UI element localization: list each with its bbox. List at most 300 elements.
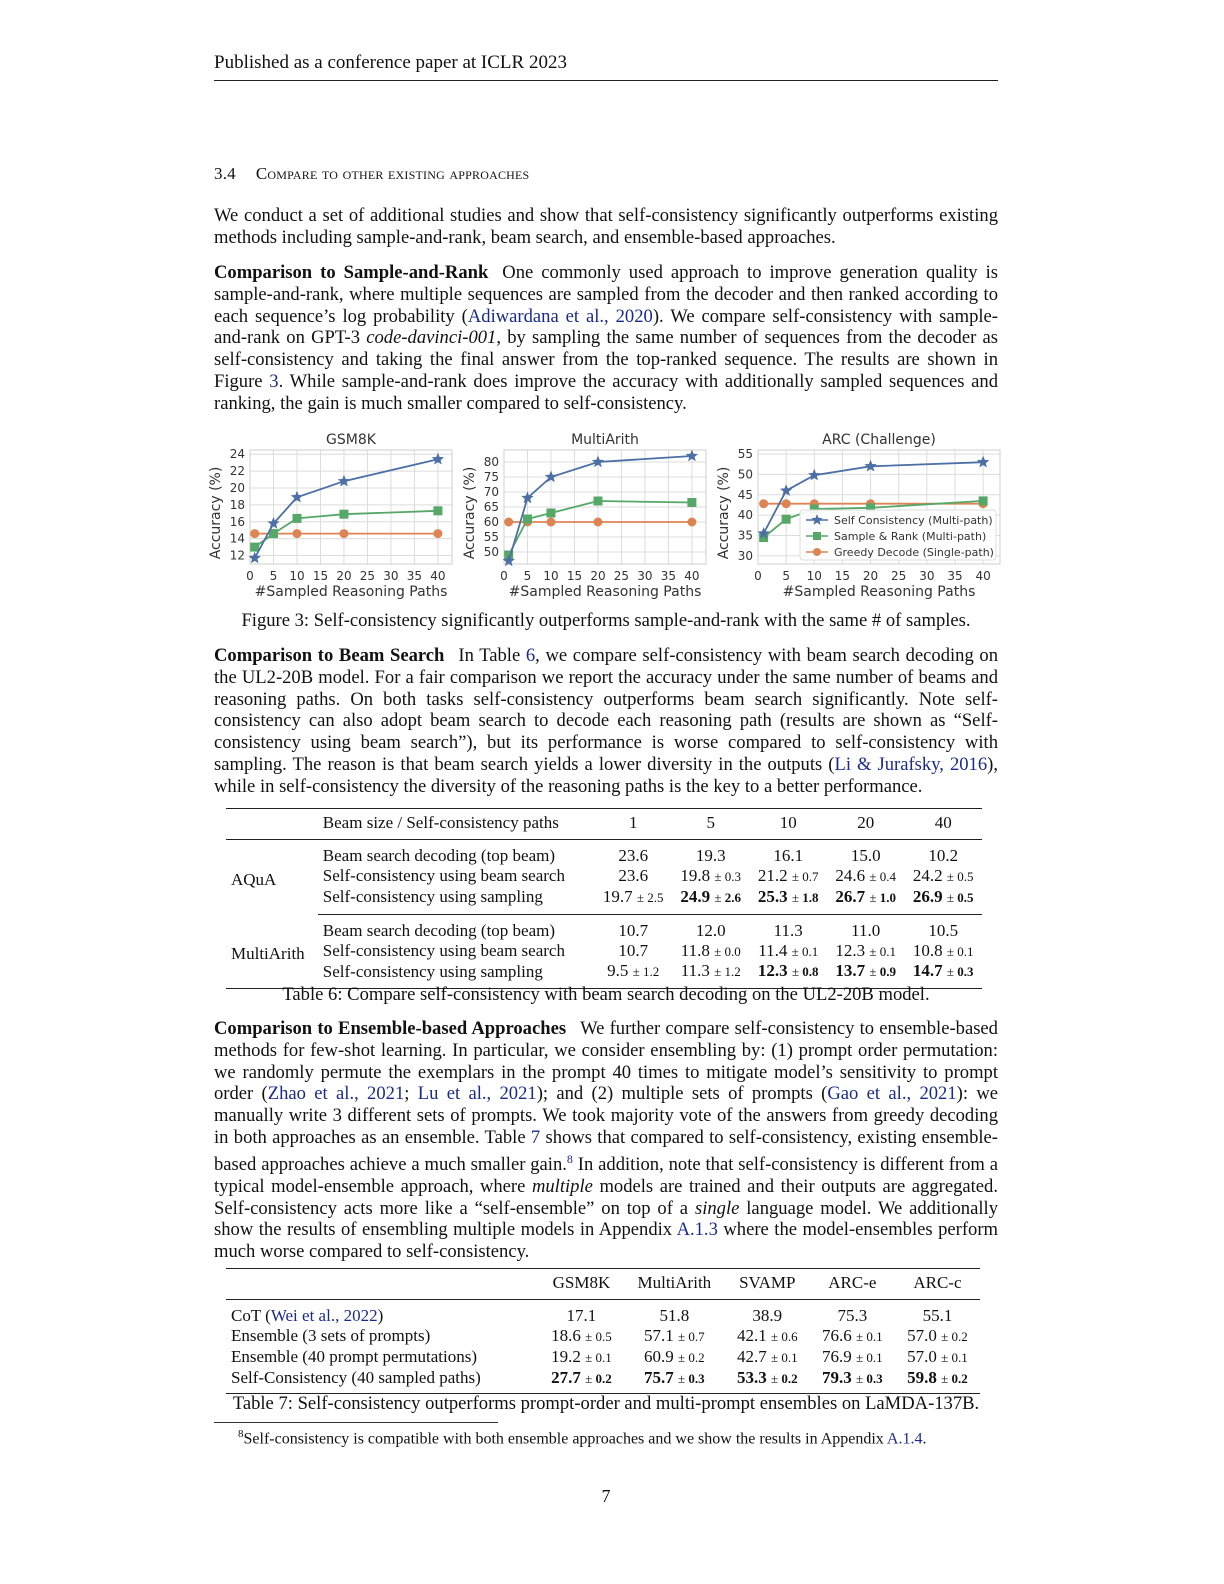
y-tick-label: 70 — [483, 485, 499, 499]
table-row — [226, 1326, 980, 1347]
x-tick-label: 10 — [806, 569, 822, 583]
x-tick-label: 25 — [891, 569, 907, 583]
intro-paragraph — [214, 205, 998, 249]
table-cell — [749, 839, 827, 865]
cell-stddev: ± 0.3 — [714, 868, 742, 884]
footnote — [238, 1428, 998, 1448]
chart-gsm8k — [206, 428, 458, 611]
paragraph-text: We further compare self-consistency to ensemble-based methods for few-shot learning. In particular, we consider ensembling by: (1) prompt order permutation: we randomly permute the exemplars in the prompt 40 times to mitigate model’s sensitivity to prompt order ( — [214, 1018, 998, 1105]
cell-value: 24.6 — [835, 865, 866, 885]
table-cell — [672, 887, 750, 914]
cell-value: 25.3 — [757, 886, 788, 906]
cell-value: 16.1 — [773, 845, 804, 865]
cell-stddev: ± 0.9 — [869, 964, 897, 980]
row-label: Self-consistency using beam search — [322, 866, 565, 886]
cell-stddev: ± 0.3 — [946, 964, 974, 980]
x-tick-label: 5 — [269, 569, 278, 583]
x-tick-label: 40 — [975, 569, 991, 583]
x-tick-label: 5 — [523, 569, 532, 583]
table-cell — [810, 1326, 895, 1347]
data-point — [687, 518, 696, 527]
x-tick-label: 20 — [590, 569, 606, 583]
column-header: 5 — [672, 809, 750, 840]
sample-rank-paragraph — [214, 262, 998, 415]
cell-stddev: ± 0.1 — [946, 943, 974, 959]
y-tick-label: 60 — [483, 515, 499, 529]
chart-title: GSM8K — [326, 432, 376, 448]
x-tick-label: 0 — [754, 569, 762, 583]
y-tick-label: 50 — [483, 545, 499, 559]
paragraph-text: where the model-ensembles perform much worse compared to self-consistency. — [214, 1219, 998, 1263]
x-tick-label: 10 — [543, 569, 559, 583]
cell-value: 75.3 — [837, 1305, 868, 1325]
data-point — [593, 518, 602, 527]
cell-value: 57.1 — [644, 1325, 674, 1345]
cell-value: 53.3 — [736, 1367, 767, 1387]
table-cell — [725, 1347, 810, 1368]
table-ref-link[interactable]: 7 — [530, 1126, 541, 1148]
ensemble-paragraph — [214, 1018, 998, 1263]
table-cell — [672, 866, 750, 887]
paragraph-text: . While sample-and-rank does improve the accuracy with additionally sampled sequences and ranking, the gain is much smaller compared to self-consistency. — [214, 370, 998, 414]
y-tick-label: 55 — [737, 447, 753, 462]
x-tick-label: 25 — [359, 569, 376, 583]
table-cell — [827, 866, 905, 887]
section-heading — [214, 164, 529, 184]
row-label: Self-consistency using beam search — [322, 941, 565, 961]
table-cell — [749, 887, 827, 914]
cell-value: 13.7 — [835, 961, 866, 981]
data-point — [593, 497, 602, 506]
series-line — [255, 459, 438, 558]
table-6-grid — [226, 808, 982, 989]
table-header-row — [226, 809, 982, 840]
y-tick-label: 16 — [229, 514, 245, 529]
cell-value: 18.6 — [551, 1325, 581, 1345]
table-cell — [672, 941, 750, 962]
table-cell — [904, 839, 982, 865]
cell-stddev: ± 0.2 — [941, 1328, 968, 1344]
footnote-rule — [214, 1422, 498, 1423]
table-cell — [594, 941, 672, 962]
cell-stddev: ± 0.1 — [941, 1349, 968, 1365]
column-header: 10 — [749, 809, 827, 840]
cell-stddev: ± 1.0 — [869, 889, 897, 905]
paragraph-text: One commonly used approach to improve generation quality is sample-and-rank, where multiple sequences are sampled from the decoder and then ranked according to each sequence’s log probability ( — [214, 262, 998, 327]
table-row — [226, 1299, 980, 1325]
table-cell — [895, 1299, 980, 1325]
cell-value: 57.0 — [907, 1325, 937, 1345]
cell-stddev: ± 0.1 — [856, 1328, 883, 1344]
y-tick-label: 18 — [229, 497, 245, 512]
row-label: Self-consistency using sampling — [318, 887, 595, 914]
x-tick-label: 15 — [312, 569, 329, 583]
table-cell — [725, 1299, 810, 1325]
paragraph-text: shows that compared to self-consistency, existing ensemble-based approaches achieve a much smaller gain. — [214, 1126, 998, 1175]
cell-value: 26.9 — [912, 886, 943, 906]
cell-stddev: ± 0.1 — [770, 1349, 798, 1365]
column-header: ARC-e — [810, 1269, 895, 1300]
cell-value: 26.7 — [835, 886, 866, 906]
paragraph-lead: Comparison to Beam Search — [214, 645, 445, 666]
y-axis-label: Accuracy (%) — [462, 466, 478, 560]
y-tick-label: 50 — [737, 467, 753, 482]
cell-value: 11.4 — [758, 940, 788, 960]
cell-stddev: ± 2.5 — [636, 889, 664, 905]
table-cell — [594, 887, 672, 914]
table-cell — [895, 1326, 980, 1347]
y-tick-label: 65 — [483, 500, 499, 514]
y-tick-label: 45 — [737, 487, 753, 502]
column-header: 40 — [904, 809, 982, 840]
x-tick-label: 35 — [947, 569, 963, 583]
legend-marker — [813, 532, 821, 540]
cell-stddev: ± 0.1 — [585, 1349, 612, 1365]
table-cell — [624, 1368, 725, 1393]
chart-multiarith — [460, 428, 712, 611]
row-label: Beam search decoding (top beam) — [322, 845, 556, 865]
y-tick-label: 75 — [483, 470, 499, 484]
citation-link[interactable]: Gao et al., 2021 — [827, 1083, 957, 1105]
footnote-number: 8 — [238, 1428, 244, 1440]
legend-label: Greedy Decode (Single-path) — [834, 546, 994, 559]
group-label: AQuA — [231, 870, 277, 890]
legend-marker — [813, 548, 821, 556]
page-number: 7 — [601, 1486, 611, 1506]
citation-link[interactable]: Adiwardana et al., 2020 — [467, 305, 653, 327]
paragraph-text: , by sampling the same number of sequences from the decoder as self-consistency and taking the final answer from the top-ranked sequence. The results are shown in Figure — [214, 327, 998, 392]
column-header: Beam size / Self-consistency paths — [318, 809, 595, 840]
cell-stddev: ± 0.2 — [941, 1370, 968, 1386]
x-tick-label: 0 — [500, 569, 508, 583]
citation-link[interactable]: Lu et al., 2021 — [417, 1083, 537, 1105]
cell-value: 57.0 — [907, 1346, 937, 1366]
cell-value: 10.7 — [618, 920, 649, 940]
table-row — [226, 1368, 980, 1393]
group-label: MultiArith — [226, 914, 318, 989]
cell-value: 14.7 — [912, 961, 943, 981]
emphasis: single — [694, 1197, 740, 1219]
column-header: 1 — [594, 809, 672, 840]
cell-value: 60.9 — [644, 1346, 674, 1366]
table-cell — [624, 1326, 725, 1347]
table-cell — [539, 1368, 624, 1393]
cell-value: 19.2 — [551, 1346, 581, 1366]
cell-stddev: ± 0.1 — [856, 1349, 883, 1365]
table-cell — [904, 887, 982, 914]
cell-value: 11.0 — [851, 920, 881, 940]
x-tick-label: 40 — [684, 569, 700, 583]
table-row — [226, 941, 982, 962]
figure-3 — [206, 428, 1006, 606]
table-cell — [539, 1326, 624, 1347]
table-row — [226, 887, 982, 914]
y-tick-label: 12 — [229, 548, 245, 563]
cell-stddev: ± 0.1 — [791, 943, 819, 959]
cell-stddev: ± 0.2 — [678, 1349, 705, 1365]
cell-stddev: ± 0.7 — [678, 1328, 705, 1344]
cell-value: 51.8 — [659, 1305, 690, 1325]
table-cell — [827, 914, 905, 940]
table-cell — [749, 866, 827, 887]
table-cell — [810, 1368, 895, 1393]
table-cell — [539, 1299, 624, 1325]
data-point — [759, 499, 768, 508]
chart-title: ARC (Challenge) — [822, 432, 936, 448]
column-header — [226, 809, 318, 840]
table-cell — [594, 914, 672, 940]
data-point — [782, 515, 791, 524]
column-header: 20 — [827, 809, 905, 840]
table-cell — [810, 1299, 895, 1325]
table-cell — [904, 866, 982, 887]
data-point — [339, 510, 348, 519]
cell-stddev: ± 0.5 — [946, 868, 974, 884]
paragraph-text: ), while in self-consistency the diversity of the reasoning paths is the key to a better performance. — [214, 753, 998, 797]
cell-value: 15.0 — [850, 845, 881, 865]
table-cell — [827, 887, 905, 914]
table-cell — [904, 941, 982, 962]
section-number: 3.4 — [214, 164, 236, 183]
cell-value: 27.7 — [551, 1367, 581, 1387]
cell-value: 42.1 — [736, 1325, 767, 1345]
table-header-row — [226, 1269, 980, 1300]
cell-stddev: ± 0.0 — [714, 943, 741, 959]
y-tick-label: 80 — [483, 455, 499, 469]
table-cell — [539, 1347, 624, 1368]
table-cell — [725, 1326, 810, 1347]
y-tick-label: 22 — [229, 464, 245, 479]
table-cell — [672, 914, 750, 940]
cell-stddev: ± 0.2 — [585, 1370, 612, 1386]
legend-label: Self Consistency (Multi-path) — [834, 514, 993, 527]
beam-search-paragraph — [214, 645, 998, 798]
y-tick-label: 14 — [229, 531, 245, 546]
cell-value: 55.1 — [922, 1305, 953, 1325]
section-title: Compare to other existing approaches — [255, 164, 530, 183]
cell-value: 17.1 — [566, 1305, 597, 1325]
x-tick-label: 20 — [336, 569, 352, 583]
data-point — [546, 518, 555, 527]
table-cell — [624, 1347, 725, 1368]
paragraph-text: , we compare self-consistency with beam search decoding on the UL2-20B model. For a fair comparison we report the accuracy under the same number of beams and reasoning paths. On both tasks self-consistency outperforms beam search significantly. Note self-consistency can also adopt beam search to decode each reasoning path (results are shown as “Self-consistency using beam search”), but its performance is worse compared to self-consistency with sampling. The reason is that beam search yields a lower diversity in the outputs ( — [214, 645, 998, 775]
cell-value: 19.8 — [680, 865, 711, 885]
cell-value: 12.3 — [757, 961, 788, 981]
table-cell — [594, 839, 672, 865]
x-tick-label: 40 — [430, 569, 446, 583]
cell-value: 59.8 — [907, 1367, 937, 1387]
cell-stddev: ± 0.3 — [856, 1370, 883, 1386]
cell-value: 9.5 — [607, 961, 629, 981]
cell-stddev: ± 0.7 — [791, 868, 819, 884]
x-axis-label: #Sampled Reasoning Paths — [508, 584, 702, 600]
cell-stddev: ± 0.2 — [770, 1370, 798, 1386]
data-point — [292, 529, 301, 538]
cell-value: 10.7 — [618, 941, 649, 961]
model-name: code-davinci-001 — [366, 327, 497, 349]
table-cell — [895, 1368, 980, 1393]
paragraph-text: ): we manually write 3 different sets of prompts. We took majority vote of the answers from greedy decoding in both approaches as an ensemble. Table — [214, 1083, 999, 1148]
x-tick-label: 30 — [383, 569, 399, 583]
paragraph-text: ). We compare self-consistency with sample-and-rank on GPT-3 — [214, 305, 998, 349]
appendix-ref-link[interactable]: A.1.3 — [676, 1219, 718, 1241]
x-tick-label: 35 — [406, 569, 423, 583]
figure-caption: Figure 3: Self-consistency significantly outperforms sample-and-rank with the same # of samples. — [241, 610, 971, 631]
data-point — [546, 509, 555, 518]
table-7-grid — [226, 1268, 980, 1394]
table-ref-link[interactable]: 6 — [525, 645, 536, 666]
cell-value: 24.2 — [912, 865, 943, 885]
cell-value: 79.3 — [822, 1367, 852, 1387]
data-point — [687, 498, 696, 507]
column-header: ARC-c — [895, 1269, 980, 1300]
cell-value: 76.9 — [822, 1346, 852, 1366]
cell-value: 11.8 — [680, 940, 710, 960]
paragraph-text: In addition, note that self-consistency is different from a typical model-ensemble approach, where — [214, 1153, 998, 1197]
emphasis: multiple — [531, 1175, 593, 1197]
footnote-mark[interactable]: 8 — [566, 1151, 573, 1166]
x-tick-label: 35 — [660, 569, 677, 583]
table-row — [226, 866, 982, 887]
data-point — [979, 496, 988, 505]
cell-stddev: ± 0.3 — [678, 1370, 705, 1386]
appendix-ref-link[interactable]: A.1.4 — [886, 1430, 923, 1448]
x-tick-label: 15 — [566, 569, 583, 583]
cell-value: 23.6 — [618, 845, 649, 865]
table-cell — [749, 941, 827, 962]
cell-value: 11.3 — [773, 920, 803, 940]
chart-svg-gsm8k — [206, 428, 458, 606]
cell-value: 76.6 — [822, 1325, 852, 1345]
x-tick-label: 10 — [289, 569, 305, 583]
x-tick-label: 30 — [637, 569, 653, 583]
cell-value: 10.8 — [912, 940, 943, 960]
table-row — [226, 1347, 980, 1368]
cell-value: 19.7 — [602, 886, 633, 906]
table-cell — [827, 839, 905, 865]
x-tick-label: 20 — [862, 569, 879, 583]
table-cell — [749, 914, 827, 940]
table-cell — [594, 866, 672, 887]
chart-svg-arc — [714, 428, 1006, 606]
x-tick-label: 30 — [919, 569, 935, 583]
x-axis-label: #Sampled Reasoning Paths — [782, 584, 976, 600]
citation-link[interactable]: Zhao et al., 2021 — [267, 1083, 405, 1105]
y-tick-label: 20 — [229, 481, 245, 495]
data-point — [250, 529, 259, 538]
cell-stddev: ± 2.6 — [714, 889, 742, 905]
cell-stddev: ± 0.6 — [770, 1328, 798, 1344]
table-row — [226, 839, 982, 865]
cell-value: 75.7 — [644, 1367, 674, 1387]
plot-frame — [250, 450, 452, 564]
row-label: Ensemble (40 prompt permutations) — [231, 1347, 477, 1367]
data-point — [523, 515, 532, 524]
cell-stddev: ± 0.5 — [946, 889, 974, 905]
footnote-text: . — [922, 1430, 927, 1448]
x-axis-label: #Sampled Reasoning Paths — [254, 584, 448, 600]
cell-value: 11.3 — [680, 961, 710, 981]
x-tick-label: 5 — [782, 569, 790, 583]
chart-title: MultiArith — [571, 432, 639, 448]
x-tick-label: 15 — [834, 569, 851, 583]
paragraph-lead: Comparison to Sample-and-Rank — [214, 262, 489, 283]
paragraph-text: models are trained and their outputs are aggregated. Self-consistency acts more like a “self-ensemble” on top of a — [214, 1175, 998, 1219]
cell-value: 10.2 — [928, 845, 959, 865]
citation-link[interactable]: Wei et al., 2022 — [270, 1305, 378, 1325]
y-axis-label: Accuracy (%) — [208, 466, 224, 560]
x-tick-label: 0 — [246, 569, 254, 583]
paragraph-text: ); and (2) multiple sets of prompts ( — [536, 1083, 828, 1105]
cell-stddev: ± 0.5 — [585, 1328, 612, 1344]
column-header: GSM8K — [539, 1269, 624, 1300]
data-point — [782, 499, 791, 508]
cell-value: 42.7 — [736, 1346, 767, 1366]
x-tick-label: 25 — [613, 569, 630, 583]
table-cell — [895, 1347, 980, 1368]
table-cell — [810, 1347, 895, 1368]
column-header — [226, 1269, 539, 1300]
y-tick-label: 35 — [737, 528, 753, 543]
series-line — [509, 456, 692, 561]
column-header: MultiArith — [624, 1269, 725, 1300]
row-label: Self-consistency using sampling — [318, 961, 595, 988]
cell-value: 12.3 — [835, 940, 866, 960]
table-7-caption: Table 7: Self-consistency outperforms prompt-order and multi-prompt ensembles on LaMDA-137B. — [232, 1393, 980, 1414]
table-cell — [672, 839, 750, 865]
row-label: Self-Consistency (40 sampled paths) — [226, 1368, 539, 1393]
figure-ref-link[interactable]: 3 — [269, 370, 279, 392]
cell-value: 19.3 — [695, 845, 726, 865]
row-label: Ensemble (3 sets of prompts) — [231, 1326, 431, 1346]
cell-stddev: ± 0.1 — [869, 943, 897, 959]
y-tick-label: 55 — [483, 530, 499, 544]
column-header: SVAMP — [725, 1269, 810, 1300]
cell-stddev: ± 1.2 — [632, 964, 660, 980]
cell-value: 38.9 — [752, 1305, 783, 1325]
citation-link[interactable]: Li & Jurafsky, 2016 — [834, 753, 988, 775]
paragraph-text: language model. We additionally show the results of ensembling multiple models in Appendix — [214, 1197, 998, 1241]
table-7 — [226, 1268, 994, 1394]
table-cell — [904, 914, 982, 940]
y-tick-label: 40 — [737, 508, 753, 523]
legend-label: Sample & Rank (Multi-path) — [834, 530, 987, 543]
cell-stddev: ± 0.4 — [869, 868, 897, 884]
row-label: Beam search decoding (top beam) — [322, 920, 556, 940]
footnote-text: Self-consistency is compatible with both ensemble approaches and we show the results in Appendix — [243, 1430, 887, 1448]
cell-stddev: ± 0.8 — [791, 964, 819, 980]
chart-arc-challenge — [714, 428, 1006, 611]
cell-stddev: ± 1.8 — [791, 889, 819, 905]
cell-stddev: ± 1.2 — [714, 964, 741, 980]
data-point — [433, 506, 442, 515]
cell-value: 21.2 — [757, 865, 788, 885]
data-point — [433, 529, 442, 538]
table-cell — [827, 941, 905, 962]
paragraph-lead: Comparison to Ensemble-based Approaches — [214, 1018, 567, 1039]
intro-text: We conduct a set of additional studies and show that self-consistency significantly outperforms existing methods including sample-and-rank, beam search, and ensemble-based approaches. — [214, 205, 998, 248]
table-cell — [725, 1368, 810, 1393]
paragraph-text: In Table — [458, 645, 526, 666]
chart-svg-multiarith — [460, 428, 712, 606]
cell-value: 10.5 — [928, 920, 959, 940]
table-cell — [624, 1299, 725, 1325]
y-axis-label: Accuracy (%) — [716, 466, 732, 560]
series-line — [509, 501, 692, 555]
table-row — [226, 914, 982, 940]
table-6-caption: Table 6: Compare self-consistency with beam search decoding on the UL2-20B model. — [282, 984, 930, 1005]
table-6 — [226, 808, 994, 989]
